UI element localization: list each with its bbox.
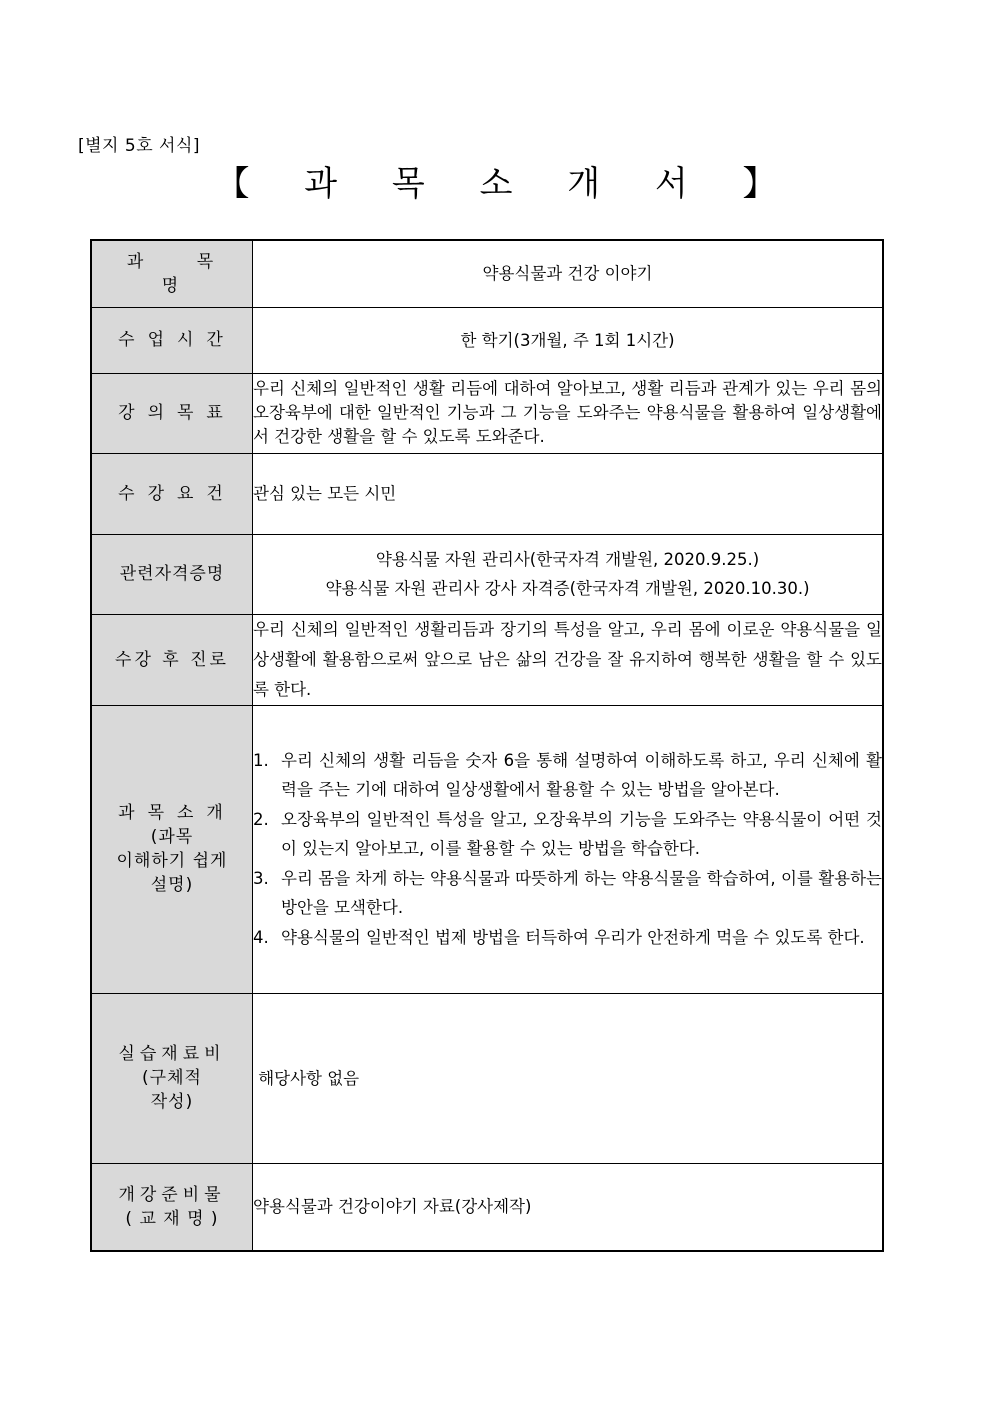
list-item-number: 4.	[253, 927, 269, 947]
label-requirements: 수강요건	[91, 453, 253, 534]
certificate-line: 약용식물 자원 관리사(한국자격 개발원, 2020.9.25.)	[375, 550, 760, 569]
label-textbook	[91, 1163, 253, 1251]
row-course-name	[91, 240, 883, 307]
label-material-main: 실습재료비	[118, 1044, 226, 1064]
row-career	[91, 614, 883, 705]
label-class-time: 수업시간	[91, 307, 253, 373]
list-item-text: 약용식물의 일반적인 법제 방법을 터득하여 우리가 안전하게 먹을 수 있도록 한다.	[281, 927, 865, 947]
label-intro-sub2: 이해하기 쉽게	[116, 851, 228, 871]
list-item-number: 1.	[253, 750, 269, 770]
certificate-line: 약용식물 자원 관리사 강사 자격증(한국자격 개발원, 2020.10.30.)	[325, 579, 810, 598]
value-career: 우리 신체의 일반적인 생활리듬과 장기의 특성을 알고, 우리 몸에 이로운 약용식물을 일상생활에 활용함으로써 앞으로 남은 삶의 건강을 잘 유지하여 행복한 생활을 할 수 있도록 한다.	[253, 614, 884, 705]
list-item-text: 우리 몸을 차게 하는 약용식물과 따뜻하게 하는 약용식물을 학습하여, 이를 활용하는 방안을 모색한다.	[281, 868, 882, 918]
label-course-name: 과 목 명	[91, 240, 253, 307]
value-class-time: 한 학기(3개월, 주 1회 1시간)	[253, 307, 884, 373]
label-material-sub1: (구체적	[142, 1068, 202, 1088]
value-intro	[253, 705, 884, 993]
label-certificates: 관련자격증명	[91, 534, 253, 614]
label-textbook-main: 개강준비물	[118, 1184, 226, 1205]
value-course-name: 약용식물과 건강 이야기	[253, 240, 884, 307]
row-intro	[91, 705, 883, 993]
list-item-text: 오장육부의 일반적인 특성을 알고, 오장육부의 기능을 도와주는 약용식물이 어떤 것이 있는지 알아보고, 이를 활용할 수 있는 방법을 학습한다.	[281, 809, 882, 859]
row-objective	[91, 373, 883, 453]
row-requirements	[91, 453, 883, 534]
label-intro	[91, 705, 253, 993]
list-item	[253, 805, 882, 864]
list-item-text: 우리 신체의 생활 리듬을 숫자 6을 통해 설명하여 이해하도록 하고, 우리 신체에 활력을 주는 기에 대하여 일상생활에서 활용할 수 있는 방법을 알아본다.	[281, 750, 882, 800]
value-textbook: 약용식물과 건강이야기 자료(강사제작)	[253, 1163, 884, 1251]
form-reference: [별지 5호 서식]	[78, 136, 200, 156]
row-textbook	[91, 1163, 883, 1251]
row-class-time	[91, 307, 883, 373]
label-intro-sub3: 설명)	[150, 875, 194, 895]
label-objective: 강의목표	[91, 373, 253, 453]
label-intro-main: 과목소개	[118, 803, 236, 823]
label-material-sub2: 작성)	[150, 1092, 194, 1112]
list-item-number: 3.	[253, 868, 269, 888]
value-requirements: 관심 있는 모든 시민	[253, 453, 884, 534]
list-item	[253, 923, 882, 953]
row-certificates	[91, 534, 883, 614]
value-certificates	[253, 534, 884, 614]
value-material-cost: 해당사항 없음	[253, 993, 884, 1163]
label-intro-sub1: (과목	[150, 827, 194, 847]
label-textbook-sub1: ( 교 재 명 )	[125, 1208, 219, 1229]
row-material-cost	[91, 993, 883, 1163]
list-item	[253, 864, 882, 923]
course-intro-table	[90, 239, 884, 1252]
label-career: 수강 후 진로	[91, 614, 253, 705]
label-material-cost	[91, 993, 253, 1163]
document-title: 【 과 목 소 개 서 】	[215, 164, 799, 204]
value-objective: 우리 신체의 일반적인 생활 리듬에 대하여 알아보고, 생활 리듬과 관계가 있는 우리 몸의 오장육부에 대한 일반적인 기능과 그 기능을 도와주는 약용식물을 활용하여 일상생활에서 건강한 생활을 할 수 있도록 도와준다.	[253, 373, 884, 453]
list-item	[253, 746, 882, 805]
list-item-number: 2.	[253, 809, 269, 829]
